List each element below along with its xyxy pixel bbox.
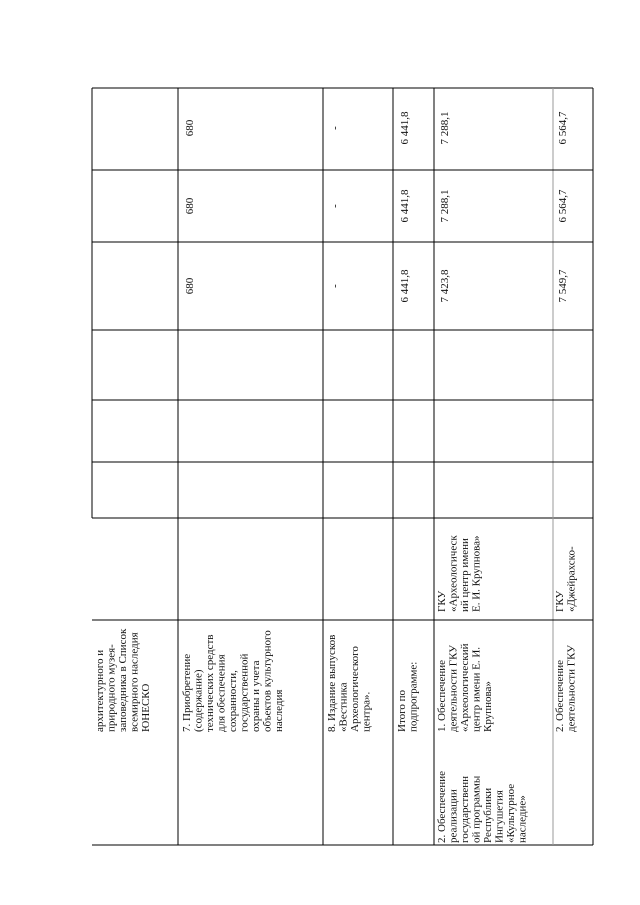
row-technical-means-v_a-value: 680: [184, 277, 196, 295]
row-technical-means-event-line: сохранности,: [227, 670, 239, 732]
table-cells: [94, 111, 578, 843]
row-technical-means-event-line: объектов культурного: [261, 630, 274, 732]
row-krupnov-center-task-line: Республики: [482, 787, 494, 843]
row-krupnov-center-v_b-value: 7 288,1: [439, 189, 451, 223]
row-total-subprogram-v_b-value: 6 441,8: [399, 189, 411, 223]
row-unesco-event-line: архитектурного и: [94, 649, 106, 732]
row-dzheyrakh-v_a-value: 7 549,7: [557, 269, 569, 303]
row-vestnik-event-line: «Вестника: [337, 682, 350, 732]
row-dzheyrakh-v_b-value: 6 564,7: [557, 189, 569, 223]
row-krupnov-center-task-line: реализации: [447, 789, 460, 843]
row-unesco-event-line: ЮНЕСКО: [140, 683, 152, 732]
row-krupnov-center-task-line: Ингушетия: [493, 790, 506, 843]
row-krupnov-center-executor-line: «Археологическ: [447, 535, 460, 612]
row-dzheyrakh-event-line: деятельности ГКУ: [565, 645, 578, 732]
row-krupnov-center-event-line: 1. Обеспечение: [436, 660, 448, 732]
row-dzheyrakh-executor-line: «Джейрахско-: [565, 546, 578, 612]
row-krupnov-center-executor-line: ий центр имени: [459, 538, 471, 612]
row-total-subprogram-event-line: подпрограмме:: [407, 661, 420, 732]
row-vestnik-event-line: 8. Издание выпусков: [326, 634, 338, 732]
row-dzheyrakh-event-line: 2. Обеспечение: [554, 660, 566, 732]
row-dzheyrakh-v_c-value: 6 564,7: [557, 111, 569, 145]
row-total-subprogram-event-line: Итого по: [396, 690, 408, 732]
row-total-subprogram-v_a-value: 6 441,8: [399, 269, 411, 303]
row-technical-means-event-line: наследия: [273, 689, 285, 732]
row-vestnik-v_c-value: -: [329, 126, 341, 130]
row-krupnov-center-task-line: государственн: [459, 775, 471, 843]
row-vestnik-event-line: центра».: [360, 691, 373, 732]
row-krupnov-center-event-line: Крупнова»: [482, 681, 494, 732]
row-krupnov-center-event-line: деятельности ГКУ: [447, 645, 460, 732]
row-technical-means-v_c-value: 680: [184, 119, 196, 137]
row-technical-means-event-line: (содержание): [192, 669, 205, 732]
row-technical-means-v_b-value: 680: [184, 197, 196, 215]
row-krupnov-center-executor-line: ГКУ: [436, 590, 448, 612]
row-vestnik-v_b-value: -: [329, 204, 341, 208]
row-technical-means-event-line: технических средств: [204, 634, 216, 732]
row-vestnik-event-line: Археологического: [349, 646, 361, 732]
row-krupnov-center-task-line: «Культурное: [505, 783, 517, 843]
row-krupnov-center-v_c-value: 7 288,1: [439, 111, 451, 145]
row-dzheyrakh-executor-line: ГКУ: [554, 590, 566, 612]
row-krupnov-center-task-line: ой программы: [470, 775, 483, 843]
row-krupnov-center-task-line: наследие»: [516, 795, 529, 843]
row-technical-means-event-line: государственной: [238, 653, 251, 732]
row-technical-means-event-line: для обеспечения: [215, 654, 228, 732]
row-technical-means-event-line: охраны и учета: [250, 660, 262, 732]
row-krupnov-center-v_a-value: 7 423,8: [439, 269, 451, 303]
row-krupnov-center-executor-line: Е. И. Крупнова»: [470, 535, 483, 612]
row-unesco-event-line: природного музея-: [105, 644, 118, 732]
row-technical-means-event-line: 7. Приобретение: [181, 653, 193, 732]
row-krupnov-center-event-line: центр имени Е. И.: [470, 646, 483, 732]
row-unesco-event-line: всемирного наследия: [128, 632, 141, 732]
row-krupnov-center-task-line: 2. Обеспечение: [436, 771, 448, 843]
row-vestnik-v_a-value: -: [329, 284, 341, 288]
row-total-subprogram-v_c-value: 6 441,8: [399, 111, 411, 145]
row-krupnov-center-event-line: «Археологический: [459, 643, 471, 732]
row-unesco-event-line: заповедника в Список: [117, 628, 129, 732]
